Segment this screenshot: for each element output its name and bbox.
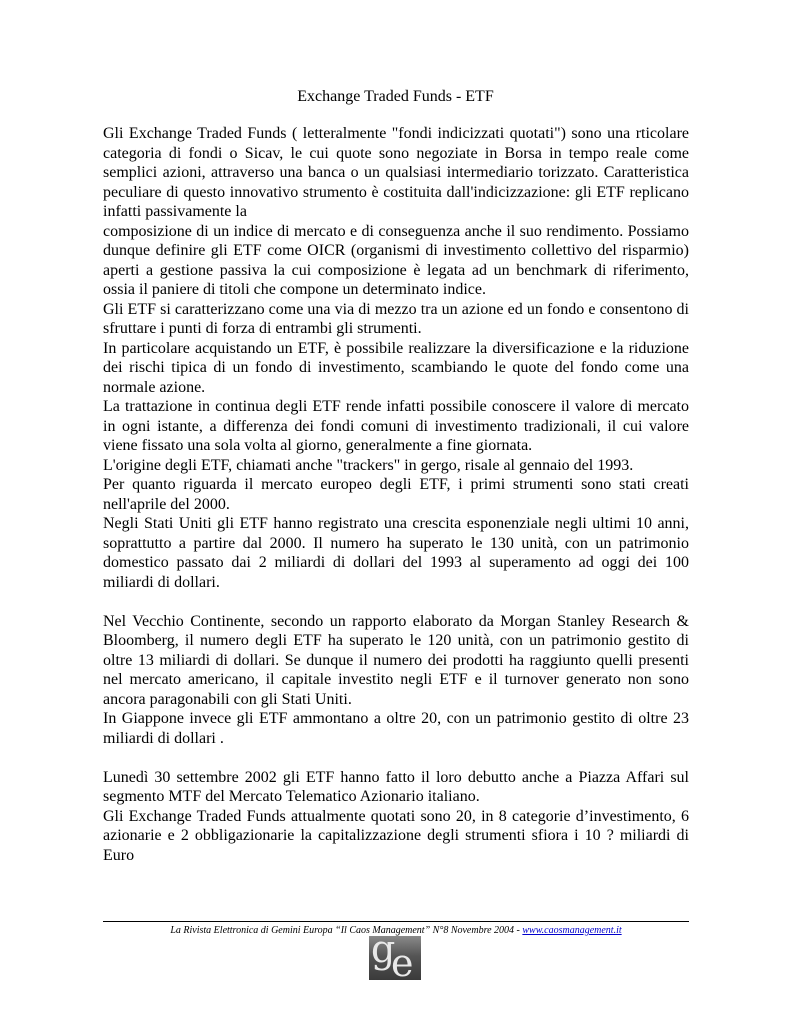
paragraph-italy-listed: Gli Exchange Traded Funds attualmente quotati sono 20, in 8 categorie d’investimento, 6 azionarie e 2 obbligazionarie la capitalizzazione degli strumenti sfiora i 10 ? miliardi di Euro: [103, 807, 689, 864]
paragraph-gap: [103, 748, 689, 768]
logo-letter-g: g: [371, 927, 396, 971]
paragraph-composition: composizione di un indice di mercato e di conseguenza anche il suo rendimento. Possiamo dunque definire gli ETF come OICR (organismi di investimento collettivo del risparmio) aperti a gestione passiva la cui composizione è legata ad un benchmark di riferimento, ossia il paniere di titoli che compone un determinato indice.: [103, 222, 689, 298]
paragraph-usa: Negli Stati Uniti gli ETF hanno registrato una crescita esponenziale negli ultimi 10 anni, soprattutto a partire dal 2000. Il numero ha superato le 130 unità, con un patrimonio domestico passato dai 2 miliardi di dollari del 1993 al superamento ad oggi dei 100 miliardi di dollari.: [103, 515, 689, 591]
footer-divider: [103, 921, 689, 922]
document-title: Exchange Traded Funds - ETF: [297, 88, 494, 105]
paragraph-continuous-trading: La trattazione in continua degli ETF rende infatti possibile conoscere il valore di mercato in ogni istante, a differenza dei fondi comuni di investimento tradizionali, il cui valore viene fissato una sola volta al giorno, generalmente a fine giornata.: [103, 398, 689, 454]
paragraph-diversification: In particolare acquistando un ETF, è possibile realizzare la diversificazione e la riduzione dei rischi tipica di un fondo di investimento, scambiando le quote del fondo come una normale azione.: [103, 339, 689, 396]
paragraph-intro: Gli Exchange Traded Funds ( letteralmente "fondi indicizzati quotati") sono una rticolare categoria di fondi o Sicav, le cui quote sono negoziate in Borsa in tempo reale come semplici azioni, attraverso una banca o un qualsiasi intermediario torizzato. Caratteristica peculiare di questo innovativo strumento è costituita dall'indicizzazione: gli ETF replicano infatti passivamente la: [103, 125, 689, 220]
document-body: [103, 124, 689, 865]
paragraph-origin: L'origine degli ETF, chiamati anche "trackers" in gergo, risale al gennaio del 1993.: [103, 456, 634, 474]
paragraph-italy-debut: Lunedì 30 settembre 2002 gli ETF hanno fatto il loro debutto anche a Piazza Affari sul segmento MTF del Mercato Telematico Azionario italiano.: [103, 768, 689, 805]
paragraph-gap: [103, 592, 689, 612]
paragraph-europe: Nel Vecchio Continente, secondo un rapporto elaborato da Morgan Stanley Research & Bloomberg, il numero degli ETF ha superato le 120 unità, con un patrimonio gestito di oltre 13 miliardi di dollari. Se dunque il numero dei prodotti ha raggiunto quelli presenti nel mercato americano, il capitale investito negli ETF e il turnover generato non sono ancora paragonabili con gli Stati Uniti.: [103, 612, 689, 708]
logo-letter-e: e: [391, 941, 414, 985]
paragraph-europe-start: Per quanto riguarda il mercato europeo degli ETF, i primi strumenti sono stati creati nell'aprile del 2000.: [103, 476, 689, 513]
gemini-europa-logo: [369, 927, 421, 985]
footer-website-link[interactable]: www.caosmanagement.it: [522, 925, 622, 936]
paragraph-features: Gli ETF si caratterizzano come una via di mezzo tra un azione ed un fondo e consentono di sfruttare i punti di forza di entrambi gli strumenti.: [103, 300, 689, 337]
footer-text: La Rivista Elettronica di Gemini Europa “Il Caos Management” N°8 Novembre 2004 -: [170, 925, 523, 936]
paragraph-japan: In Giappone invece gli ETF ammontano a oltre 20, con un patrimonio gestito di oltre 23 miliardi di dollari .: [103, 710, 689, 747]
